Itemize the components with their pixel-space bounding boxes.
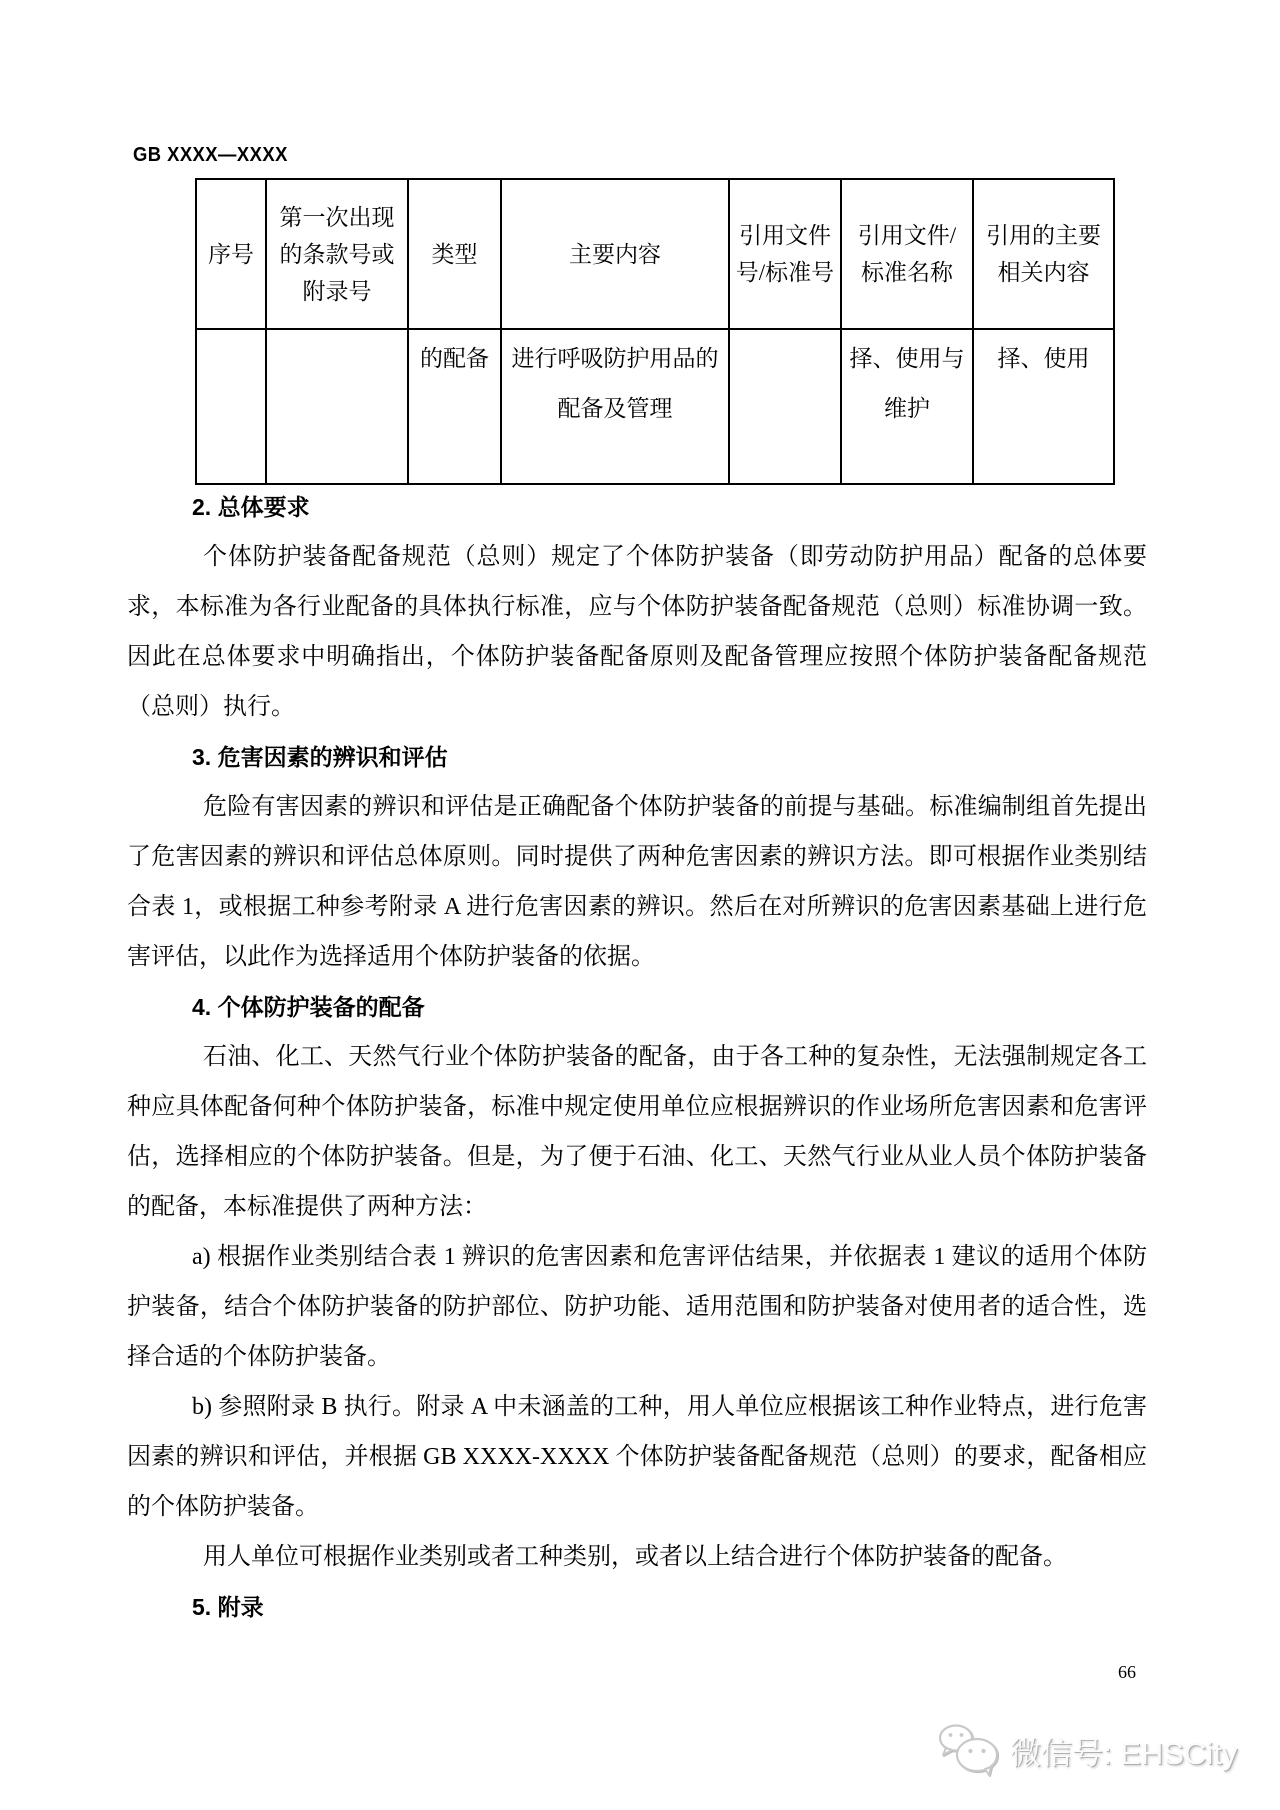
paragraph: 危险有害因素的辨识和评估是正确配备个体防护装备的前提与基础。标准编制组首先提出了危害因素的辨识和评估总体原则。同时提供了两种危害因素的辨识方法。即可根据作业类别结合表 1，或根据工种参考附录 A 进行危害因素的辨识。然后在对所辨识的危害因素基础上进行危害评估，以此作为选择适用个体防护装备的依据。 [127,794,1147,970]
table-cell: 择、使用 [973,329,1114,484]
section-heading-2: 2. 总体要求 [192,494,310,520]
paragraph: 石油、化工、天然气行业个体防护装备的配备，由于各工种的复杂性，无法强制规定各工种应具体配备何种个体防护装备，标准中规定使用单位应根据辨识的作业场所危害因素和危害评估，选择相应的个体防护装备。但是，为了便于石油、化工、天然气行业从业人员个体防护装备的配备，本标准提供了两种方法： [127,1044,1147,1220]
table-header-row [196,179,1114,329]
reference-table [195,178,1115,485]
list-item-b: b) 参照附录 B 执行。附录 A 中未涵盖的工种，用人单位应根据该工种作业特点，进行危害因素的辨识和评估，并根据 GB XXXX-XXXX 个体防护装备配备规范（总则）的要求，配备相应的个体防护装备。 [127,1394,1147,1520]
table-row [196,329,1114,484]
table-cell: 择、使用与维护 [841,329,973,484]
section-heading-4: 4. 个体防护装备的配备 [192,994,425,1020]
table-header-cell: 引用的主要相关内容 [973,179,1114,329]
table-header-cell: 类型 [408,179,501,329]
page-number: 66 [1118,1662,1136,1682]
table-header-cell: 引用文件号/标准号 [729,179,841,329]
table-header-cell: 序号 [196,179,266,329]
paragraph: 用人单位可根据作业类别或者工种类别，或者以上结合进行个体防护装备的配备。 [203,1544,1067,1570]
table-cell: 的配备 [408,329,501,484]
list-item-a: a) 根据作业类别结合表 1 辨识的危害因素和危害评估结果，并依据表 1 建议的适用个体防护装备，结合个体防护装备的防护部位、防护功能、适用范围和防护装备对使用者的适合性，选择合适的个体防护装备。 [127,1244,1147,1370]
wechat-label: 微信号: EHSCity [1010,1735,1238,1771]
section-heading-5: 5. 附录 [192,1594,264,1620]
table-cell [729,329,841,484]
wechat-icon [938,1724,1000,1776]
wechat-watermark [938,1722,1237,1778]
section-heading-3: 3. 危害因素的辨识和评估 [192,744,448,770]
table-header-cell: 主要内容 [501,179,729,329]
table-cell: 进行呼吸防护用品的配备及管理 [501,329,729,484]
doc-code: GB XXXX—XXXX [133,144,288,166]
document-body [127,482,1147,1632]
table-header-cell: 第一次出现的条款号或附录号 [266,179,408,329]
table-cell [196,329,266,484]
table-cell [266,329,408,484]
paragraph: 个体防护装备配备规范（总则）规定了个体防护装备（即劳动防护用品）配备的总体要求，本标准为各行业配备的具体执行标准，应与个体防护装备配备规范（总则）标准协调一致。因此在总体要求中明确指出，个体防护装备配备原则及配备管理应按照个体防护装备配备规范（总则）执行。 [127,544,1147,720]
table-header-cell: 引用文件/标准名称 [841,179,973,329]
